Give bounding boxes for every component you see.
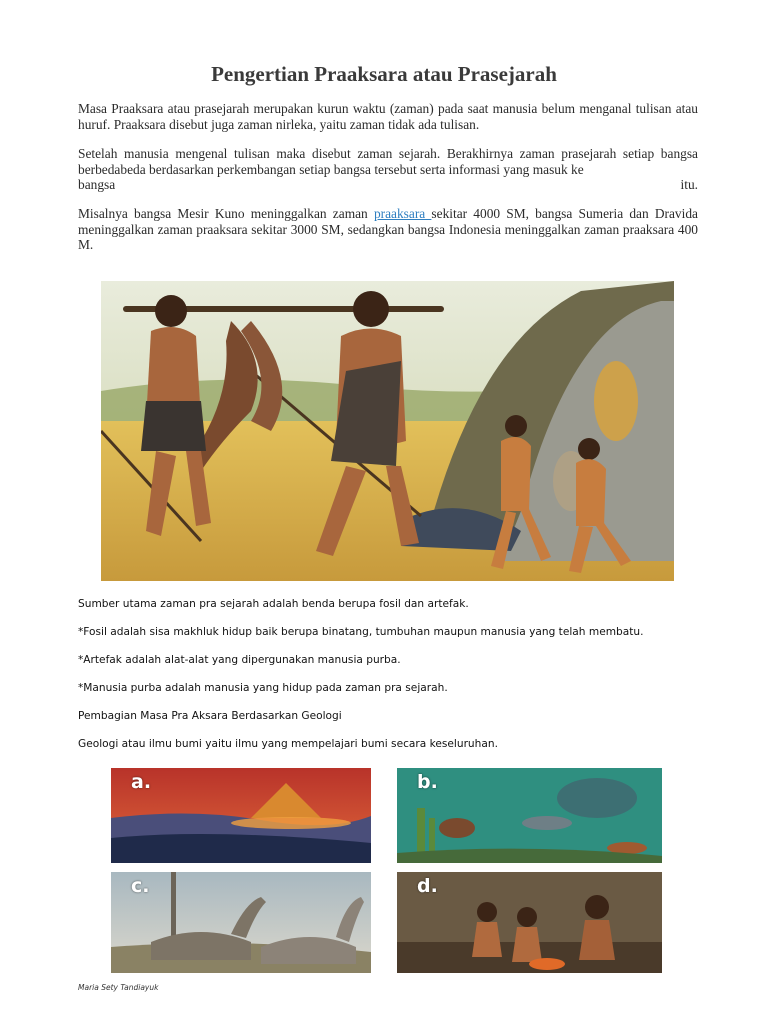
paragraph-examples-before: Misalnya bangsa Mesir Kuno meninggalkan zaman — [78, 206, 374, 221]
panel-b-sea-life — [397, 768, 662, 863]
paragraph-history-text: Setelah manusia mengenal tulisan maka disebut zaman sejarah. Berakhirnya zaman prasejarah setiap bangsa berbedabeda berdasarkan perkembangan setiap bangsa tersebut serta informasi yang masuk ke — [78, 146, 698, 177]
panel-c-dinosaurs — [111, 872, 371, 973]
paragraph-history — [78, 146, 698, 193]
page-title: Pengertian Praaksara atau Prasejarah — [211, 62, 557, 86]
text-geology-definition: Geologi atau ilmu bumi yaitu ilmu yang mempelajari bumi secara keseluruhan. — [78, 738, 498, 750]
text-main-sources: Sumber utama zaman pra sejarah adalah benda berupa fosil dan artefak. — [78, 598, 469, 610]
text-artifact-definition: *Artefak adalah alat-alat yang dipergunakan manusia purba. — [78, 654, 401, 666]
panel-a-volcanic-earth — [111, 768, 371, 863]
paragraph-history-last-right: itu. — [680, 177, 698, 192]
paragraph-history-lastline — [78, 177, 698, 193]
geology-eras-image-grid — [111, 768, 662, 973]
prehistoric-hunters-illustration — [101, 281, 674, 581]
praaksara-link[interactable]: praaksara — [373, 206, 432, 221]
text-fossil-definition: *Fosil adalah sisa makhluk hidup baik berupa binatang, tumbuhan maupun manusia yang telah membatu. — [78, 626, 644, 638]
panel-d-letter: d. — [417, 875, 438, 897]
author-footer: Maria Sety Tandiayuk — [78, 983, 159, 992]
panel-c-letter: c. — [131, 875, 150, 897]
text-ancient-human-definition: *Manusia purba adalah manusia yang hidup pada zaman pra sejarah. — [78, 682, 448, 694]
panel-d-early-humans — [397, 872, 662, 973]
panel-b-letter: b. — [417, 771, 438, 793]
paragraph-definition: Masa Praaksara atau prasejarah merupakan kurun waktu (zaman) pada saat manusia belum menganal tulisan atau huruf. Praaksara disebut juga zaman nirleka, yaitu zaman tidak ada tulisan. — [78, 101, 698, 132]
paragraph-examples — [78, 206, 698, 253]
paragraph-history-last-left: bangsa — [78, 177, 116, 192]
text-geology-division-heading: Pembagian Masa Pra Aksara Berdasarkan Geologi — [78, 710, 342, 722]
paragraph-examples-after: sekitar 4000 SM, bangsa Sumeria dan Dravida meninggalkan zaman praaksara sekitar 3000 SM, sedangkan bangsa Indonesia meninggalkan zaman praaksara 400 M. — [78, 206, 698, 252]
panel-a-letter: a. — [131, 771, 152, 793]
